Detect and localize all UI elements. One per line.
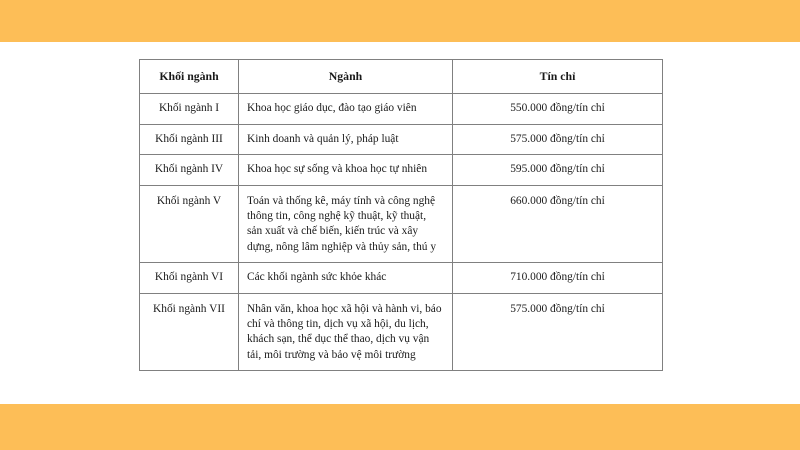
fee-value: 595.000 đồng/tín chỉ [510,163,605,176]
cell-fee [453,94,663,124]
field-label: Khoa học sự sống và khoa học tự nhiên [247,163,428,176]
field-label: Nhân văn, khoa học xã hội và hành vi, báo chí và thông tin, dịch vụ xã hội, du lịch, khách sạn, thể dục thể thao, dịch vụ vận tải, môi trường và bảo vệ môi trường [247,302,442,361]
cell-fee [453,185,663,263]
cell-field [239,293,453,371]
group-label: Khối ngành III [155,132,223,145]
fee-value: 550.000 đồng/tín chỉ [510,102,605,115]
table-header [140,60,663,94]
tuition-fee-table-container [139,59,662,371]
column-header-group-label: Khối ngành [159,69,219,83]
top-accent-band [0,0,800,42]
field-label: Khoa học giáo dục, đào tạo giáo viên [247,102,417,115]
table-row [140,124,663,154]
cell-group [140,124,239,154]
fee-value: 710.000 đồng/tín chỉ [510,271,605,284]
cell-group [140,94,239,124]
cell-fee [453,155,663,185]
cell-group [140,155,239,185]
cell-fee [453,293,663,371]
cell-field [239,185,453,263]
field-label: Các khối ngành sức khỏe khác [247,271,387,284]
table-row [140,155,663,185]
tuition-fee-table [139,59,663,371]
field-label: Kinh doanh và quản lý, pháp luật [247,132,399,145]
group-label: Khối ngành IV [154,163,224,176]
table-row [140,185,663,263]
fee-value: 575.000 đồng/tín chỉ [510,302,605,315]
group-label: Khối ngành I [158,102,220,115]
group-label: Khối ngành V [156,194,222,207]
table-row [140,94,663,124]
cell-field [239,94,453,124]
cell-group [140,293,239,371]
cell-fee [453,263,663,293]
cell-field [239,263,453,293]
field-label: Toán và thống kê, máy tính và công nghệ thông tin, công nghệ kỹ thuật, kỹ thuật, sản xuất và chế biến, kiến trúc và xây dựng, nông lâm nghiệp và thủy sản, thú y [247,194,437,253]
fee-value: 660.000 đồng/tín chỉ [510,194,605,207]
table-header-row [140,60,663,94]
column-header-group [140,60,239,94]
cell-field [239,124,453,154]
bottom-accent-band [0,404,800,450]
cell-fee [453,124,663,154]
cell-group [140,263,239,293]
table-body [140,94,663,371]
cell-field [239,155,453,185]
column-header-fee-label: Tín chỉ [539,69,576,83]
table-row [140,293,663,371]
cell-group [140,185,239,263]
column-header-field-label: Ngành [328,69,363,83]
group-label: Khối ngành VI [154,271,224,284]
fee-value: 575.000 đồng/tín chỉ [510,132,605,145]
column-header-fee [453,60,663,94]
group-label: Khối ngành VII [153,302,225,315]
column-header-field [239,60,453,94]
table-row [140,263,663,293]
